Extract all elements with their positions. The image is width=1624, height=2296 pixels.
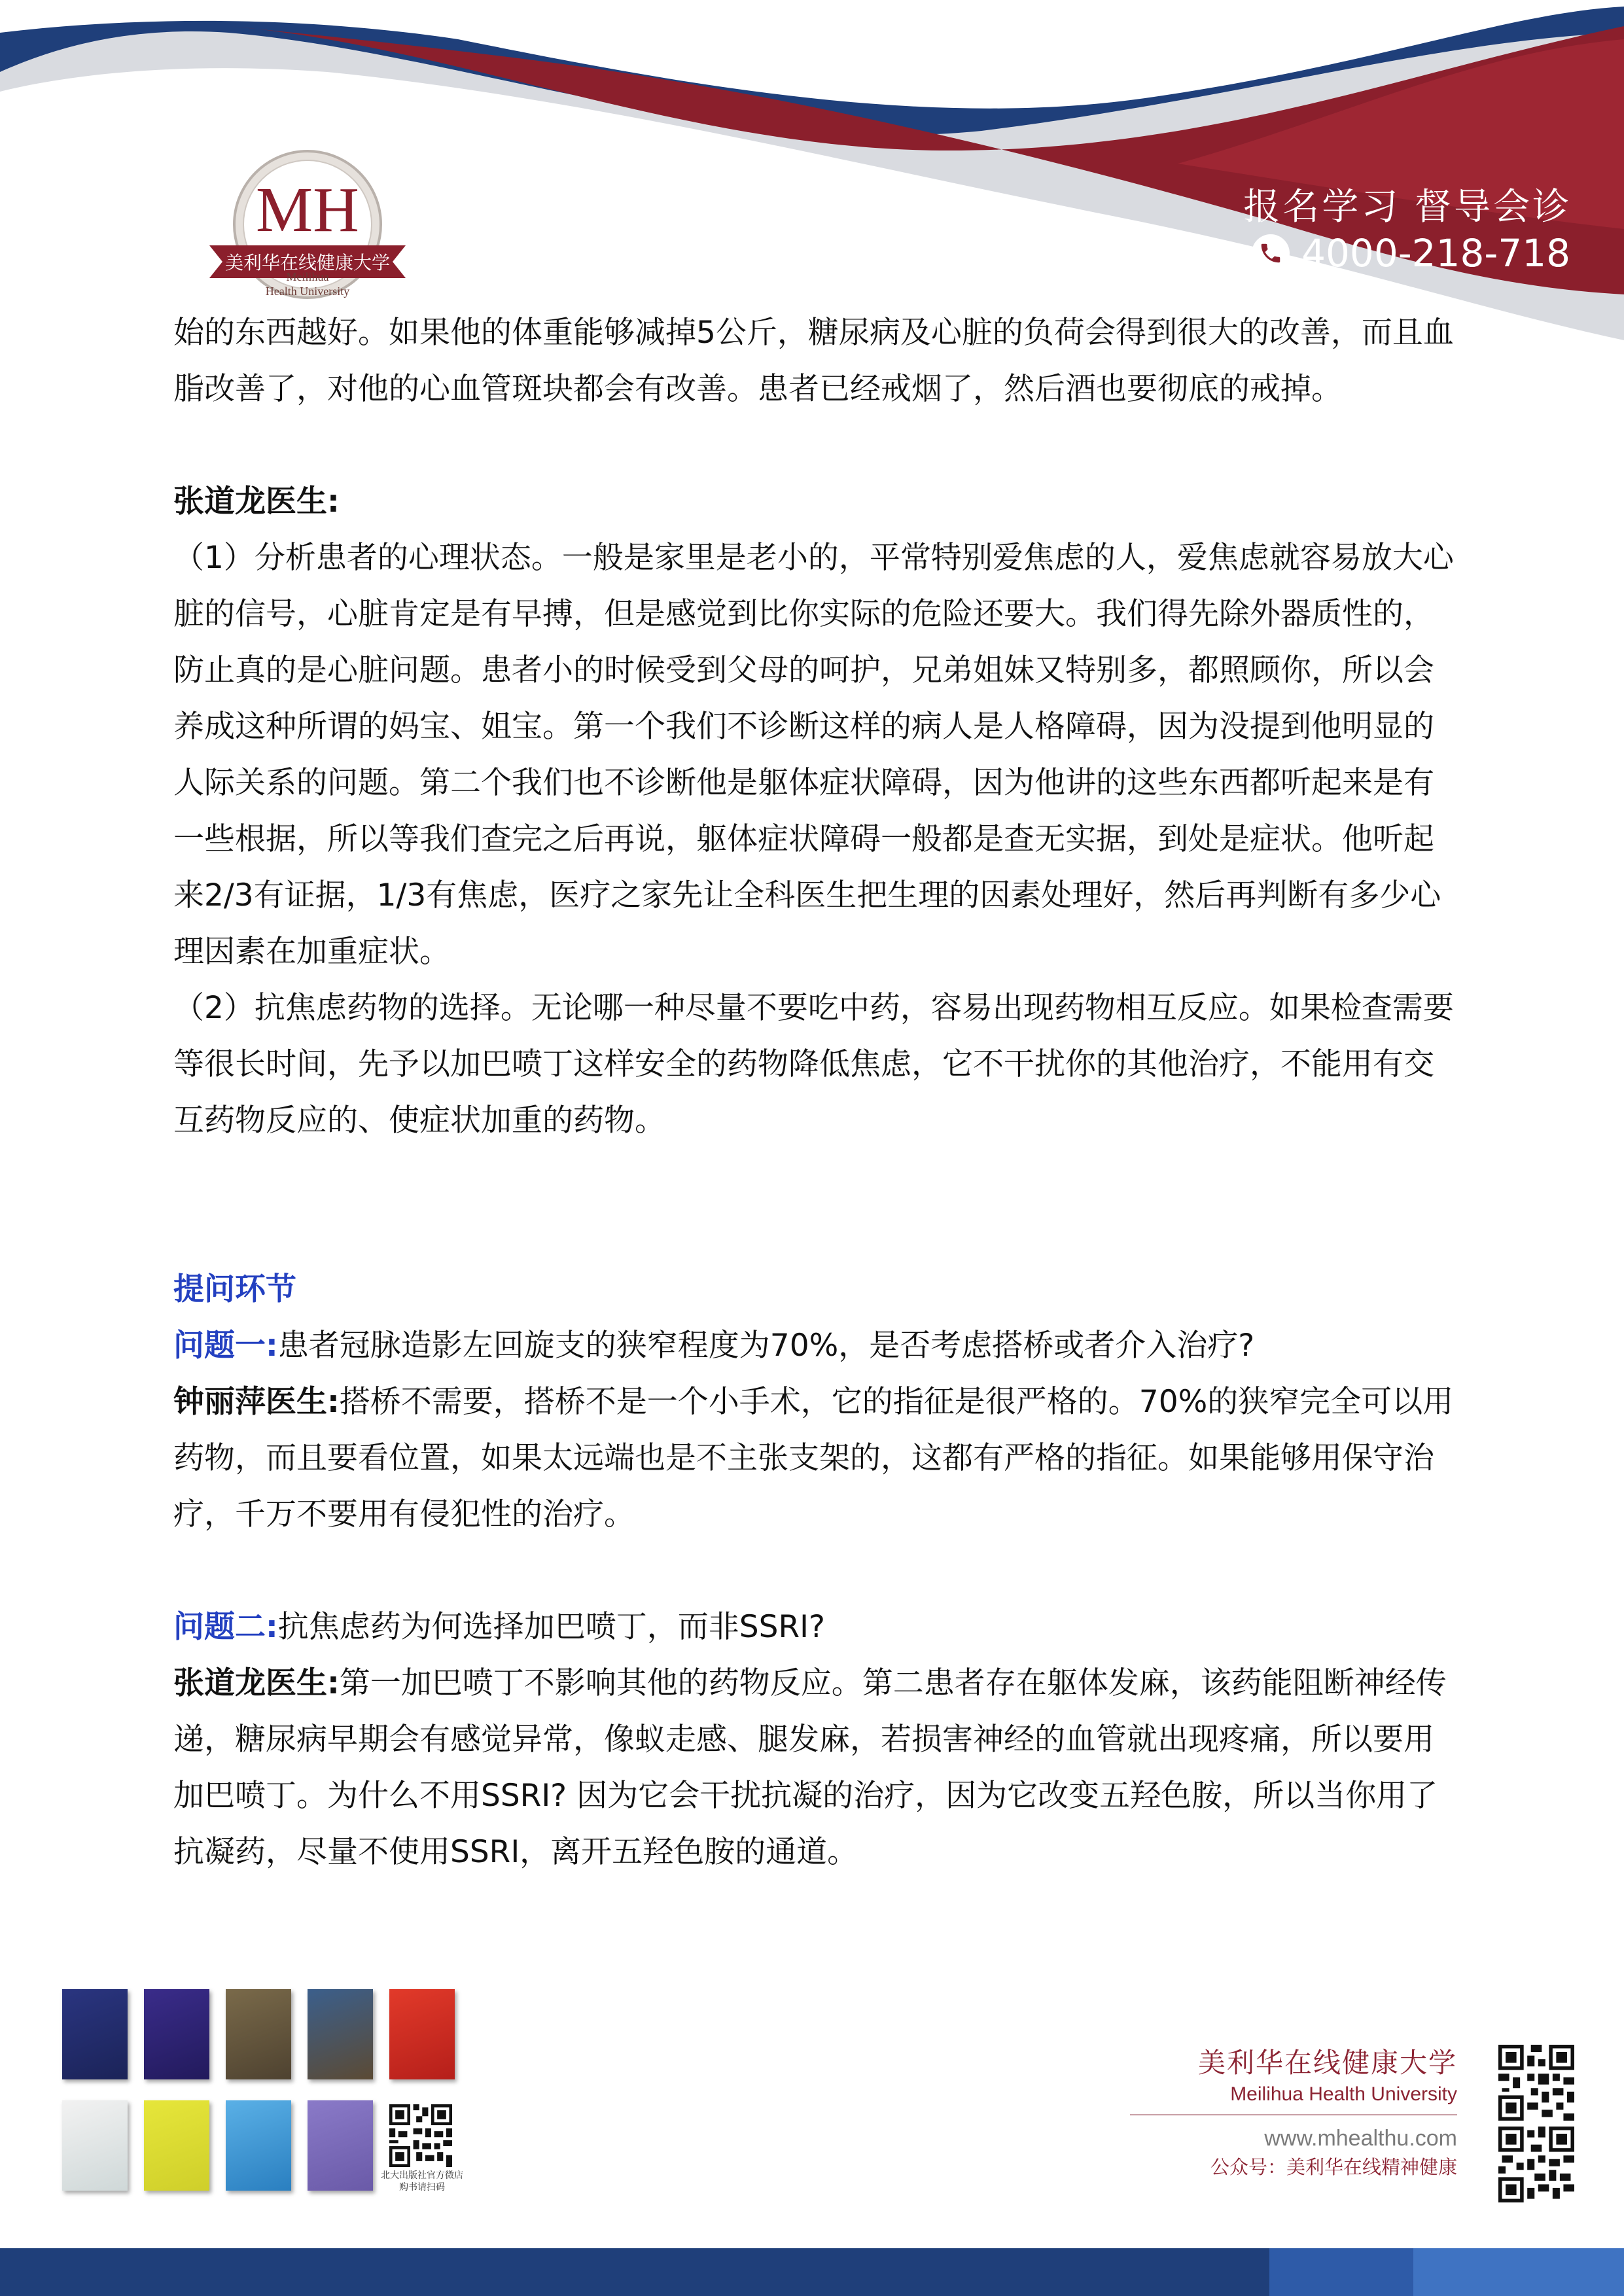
answer-one-text: 搭桥不需要，搭桥不是一个小手术，它的指征是很严格的。70%的狭窄完全可以用药物，而且要看位置，如果太远端也是不主张支架的，这都有严格的指征。如果能够用保守治疗，千万不要用有侵犯性的治疗。 [173, 1384, 1454, 1532]
answer-two-label: 张道龙医生: [173, 1665, 340, 1701]
shop-qr-code [389, 2104, 452, 2167]
book-cover [226, 1989, 291, 2079]
svg-text:MH: MH [256, 175, 359, 245]
paragraph-weight-advice: 始的东西越好。如果他的体重能够减掉5公斤，糖尿病及心脏的负荷会得到很大的改善，而且血脂改善了，对他的心血管斑块都会有改善。患者已经戒烟了，然后酒也要彻底的戒掉。 [173, 315, 1454, 407]
header-phone [1252, 230, 1570, 276]
shop-qr-caption: 北大出版社官方微店 购书请扫码 [381, 2170, 463, 2193]
qa-section-title: 提问环节 [173, 1271, 296, 1307]
answer-two [173, 1655, 1456, 1881]
book-cover [389, 1989, 455, 2079]
footer-wechat-account: 公众号：美利华在线精神健康 [1210, 2156, 1457, 2178]
paragraph-anxiolytic-choice: （2）抗焦虑药物的选择。无论哪一种尽量不要吃中药，容易出现药物相互反应。如果检查需要等很长时间，先予以加巴喷丁这样安全的药物降低焦虑，它不干扰你的其他治疗，不能用有交互药物反应的、使症状加重的药物。 [173, 990, 1454, 1139]
wechat-qr-code [1498, 2127, 1574, 2202]
speaker-zhang-heading: 张道龙医生: [173, 484, 340, 520]
paragraph-psych-analysis: （1）分析患者的心理状态。一般是家里是老小的，平常特别爱焦虑的人，爱焦虑就容易放大心脏的信号，心脏肯定是有早搏，但是感觉到比你实际的危险还要大。我们得先除外器质性的，防止真的是心脏问题。患者小的时候受到父母的呵护，兄弟姐妹又特别多，都照顾你，所以会养成这种所谓的妈宝、姐宝。第一个我们不诊断这样的病人是人格障碍，因为没提到他明显的人际关系的问题。第二个我们也不诊断他是躯体症状障碍，因为他讲的这些东西都听起来是有一些根据，所以等我们查完之后再说，躯体症状障碍一般都是查无实据，到处是症状。他听起来2/3有证据，1/3有焦虑，医疗之家先让全科医生把生理的因素处理好，然后再判断有多少心理因素在加重症状。 [173, 540, 1454, 970]
book-cover [62, 1989, 128, 2079]
footer-brand-block [1130, 2045, 1457, 2181]
book-cover [144, 1989, 209, 2079]
answer-two-text: 第一加巴喷丁不影响其他的药物反应。第二患者存在躯体发麻，该药能阻断神经传递，糖尿病早期会有感觉异常，像蚁走感、腿发麻，若损害神经的血管就出现疼痛，所以要用加巴喷丁。为什么不用SSRI? 因为它会干扰抗凝的治疗，因为它改变五羟色胺，所以当你用了抗凝药，尽量不使用SSRI，离开五羟色胺的通道。 [173, 1665, 1447, 1870]
question-one [173, 1318, 1456, 1374]
book-cover [308, 1989, 373, 2079]
footer-website-link[interactable]: www.mhealthu.com [1264, 2126, 1457, 2151]
website-qr-code [1498, 2045, 1574, 2121]
footer-divider [1130, 2114, 1457, 2115]
question-one-text: 患者冠脉造影左回旋支的狭窄程度为70%，是否考虑搭桥或者介入治疗? [277, 1328, 1255, 1364]
answer-one-label: 钟丽萍医生: [173, 1384, 340, 1420]
footer-brand-en: Meilihua Health University [1230, 2083, 1457, 2105]
question-two-text: 抗焦虑药为何选择加巴喷丁，而非SSRI? [277, 1609, 825, 1645]
footer-color-bar [0, 2248, 1624, 2296]
phone-icon [1252, 234, 1290, 272]
header-slogan: 报名学习 督导会诊 [1243, 186, 1572, 228]
question-one-label: 问题一: [173, 1328, 278, 1364]
book-cover [144, 2100, 209, 2191]
answer-one [173, 1374, 1456, 1543]
book-cover [226, 2100, 291, 2191]
question-two-label: 问题二: [173, 1609, 278, 1645]
question-two [173, 1599, 1456, 1655]
book-cover [62, 2100, 128, 2191]
footer-brand-cn: 美利华在线健康大学 [1197, 2047, 1457, 2079]
document-body [173, 305, 1456, 1881]
svg-text:美利华在线健康大学: 美利华在线健康大学 [224, 252, 391, 274]
phone-number: 4000-218-718 [1301, 231, 1570, 275]
logo-english-name: Meilihua Health University [265, 270, 350, 298]
book-cover [308, 2100, 373, 2191]
